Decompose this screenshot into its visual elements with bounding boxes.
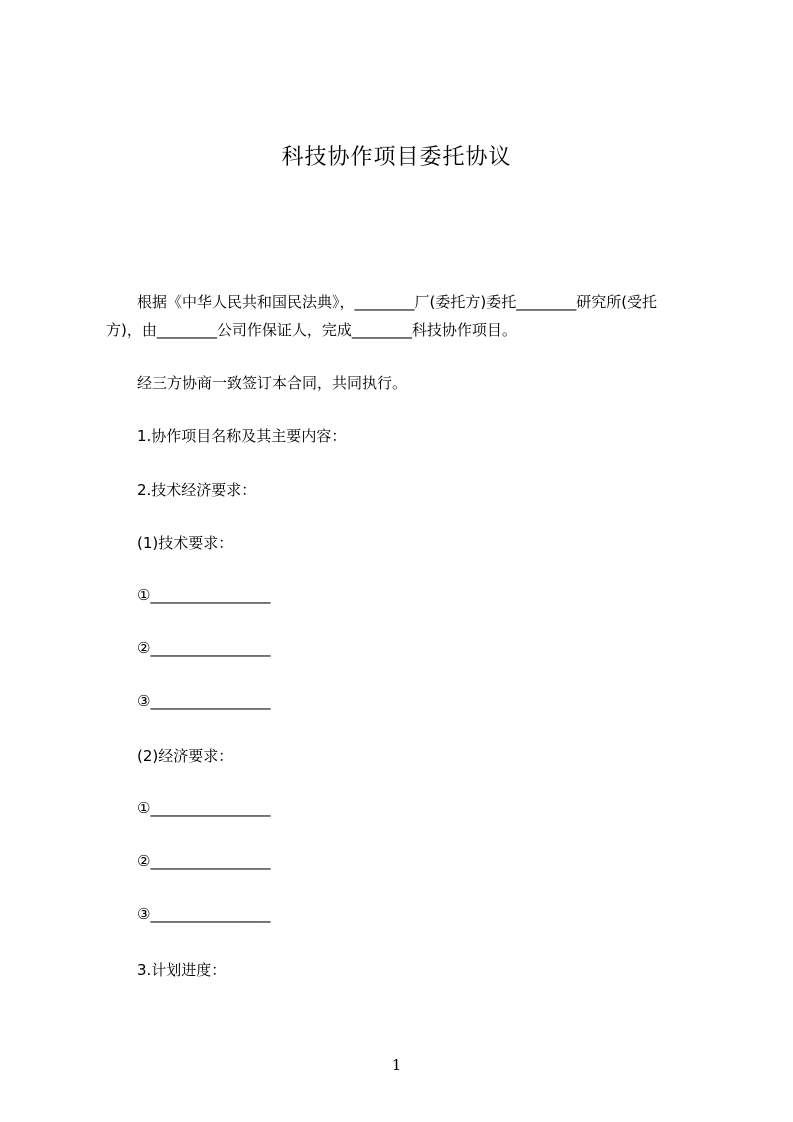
tech-item-2: ②________________ [137, 639, 271, 657]
tech-item-1: ①________________ [137, 586, 271, 604]
intro-line-2: 方)，由________公司作保证人，完成________科技协作项目。 [106, 321, 517, 339]
agreement-line: 经三方协商一致签订本合同，共同执行。 [137, 374, 408, 392]
document-title: 科技协作项目委托协议 [281, 145, 512, 170]
section-3-heading: 3.计划进度： [137, 961, 227, 979]
intro-line-1: 根据《中华人民共和国民法典》，________厂(委托方)委托________研究所(受托 [137, 293, 658, 311]
econ-item-3: ③________________ [137, 905, 271, 923]
econ-item-2: ②________________ [137, 852, 271, 870]
section-2-heading: 2.技术经济要求： [137, 481, 257, 499]
econ-item-1: ①________________ [137, 799, 271, 817]
tech-item-3: ③________________ [137, 692, 271, 710]
econ-requirements-heading: (2)经济要求： [137, 747, 234, 765]
tech-requirements-heading: (1)技术要求： [137, 534, 234, 552]
section-1-heading: 1.协作项目名称及其主要内容： [137, 427, 347, 445]
page-number: 1 [391, 1056, 402, 1074]
